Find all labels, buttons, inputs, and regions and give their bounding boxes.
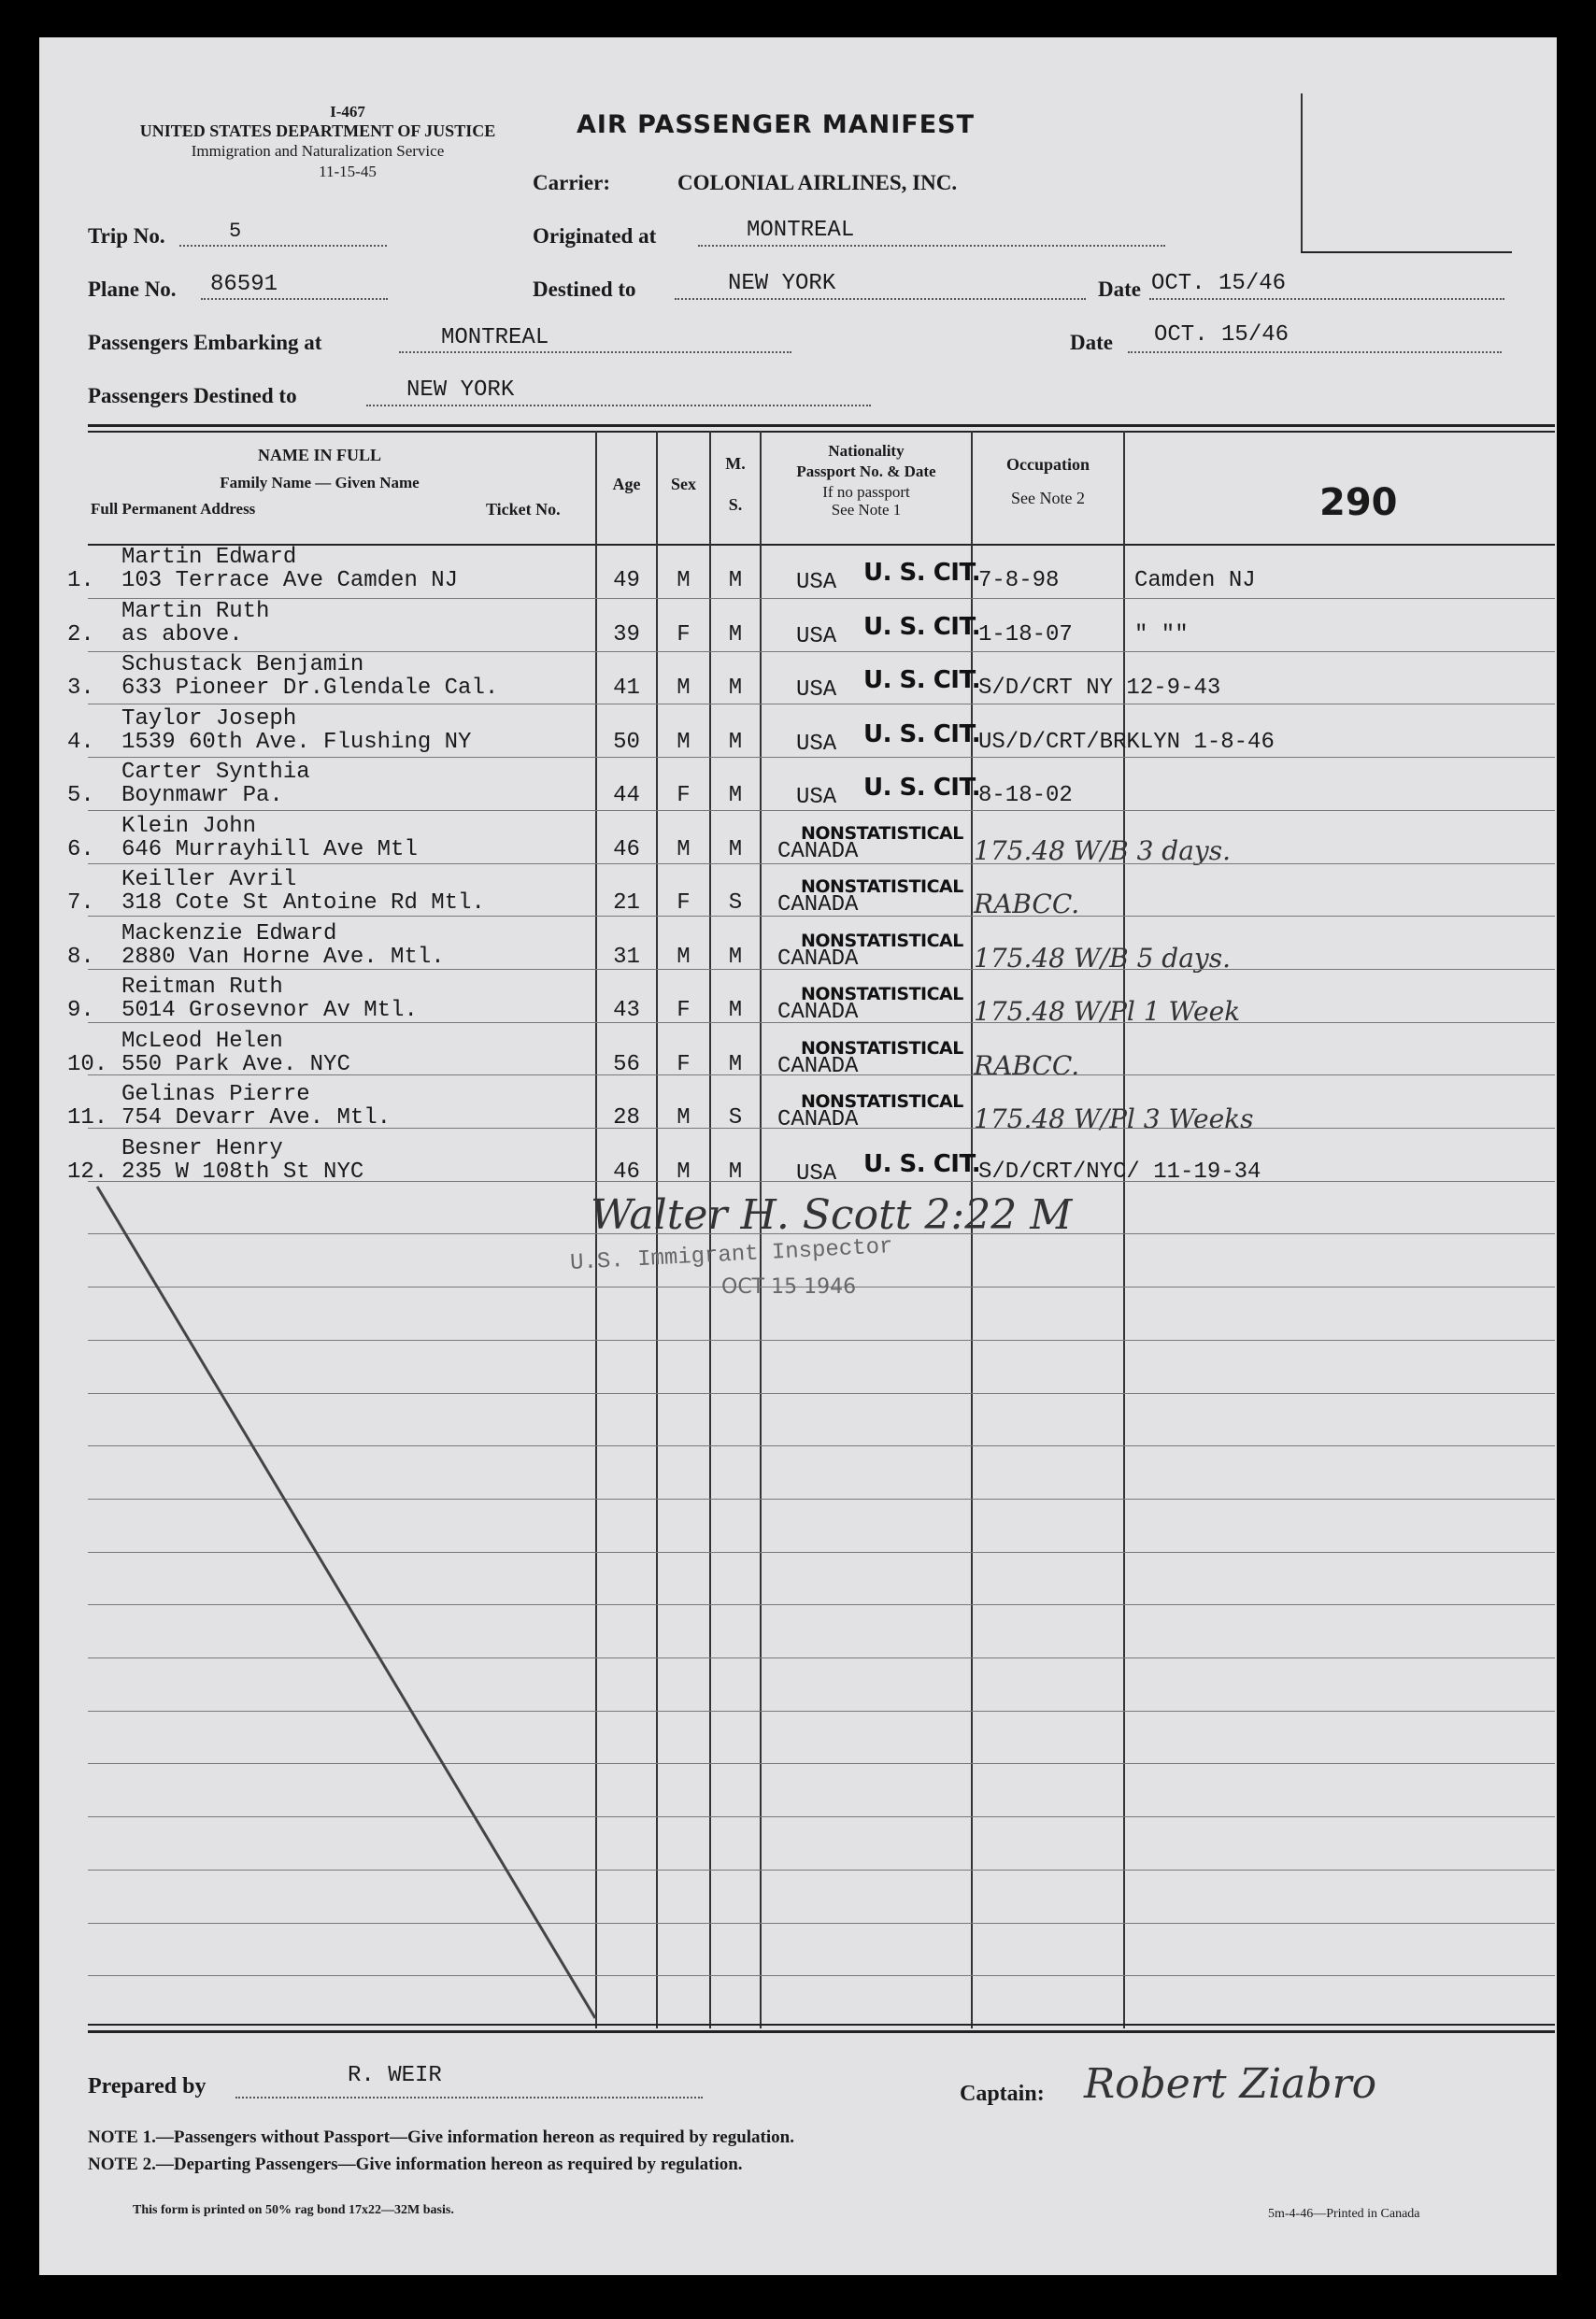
passenger-marital-status: M: [728, 568, 743, 593]
row-number: 10.: [67, 1051, 108, 1077]
passenger-nationality: CANADA: [777, 838, 859, 864]
department-name: UNITED STATES DEPARTMENT OF JUSTICE: [139, 121, 496, 140]
pdest-label: Passengers Destined to: [88, 384, 297, 407]
passenger-address: 1539 60th Ave. Flushing NY: [121, 729, 472, 755]
passenger-nationality: CANADA: [777, 1107, 859, 1132]
passenger-name: Klein John: [121, 813, 257, 839]
passenger-age: 31: [613, 944, 640, 970]
us-citizen-stamp: U. S. CIT.: [863, 1149, 981, 1178]
passenger-marital-status: M: [728, 783, 743, 808]
row-number: 5.: [67, 783, 94, 808]
passenger-sex: M: [677, 676, 691, 701]
prepared-label: Prepared by: [88, 2074, 207, 2098]
passenger-age: 44: [613, 783, 640, 808]
passenger-age: 50: [613, 729, 640, 755]
passenger-marital-status: M: [728, 944, 743, 970]
passenger-marital-status: M: [728, 1051, 743, 1077]
form-date: 11-15-45: [319, 163, 377, 180]
us-citizen-stamp: U. S. CIT.: [863, 719, 981, 748]
passenger-sex: M: [677, 1159, 691, 1185]
embarking-value: MONTREAL: [441, 325, 549, 350]
pdest-value: NEW YORK: [406, 377, 515, 403]
row-number: 11.: [67, 1105, 108, 1131]
manifest-page: [39, 37, 1557, 2275]
nonstatistical-stamp: NONSTATISTICAL: [801, 876, 963, 897]
passenger-address: 646 Murrayhill Ave Mtl: [121, 836, 418, 862]
passenger-nationality: USA: [796, 677, 837, 703]
nonstatistical-stamp: NONSTATISTICAL: [801, 930, 963, 951]
passenger-age: 49: [613, 568, 640, 593]
passenger-age: 46: [613, 836, 640, 862]
passenger-marital-status: M: [728, 729, 743, 755]
ms-header-m: M.: [725, 454, 746, 473]
passenger-occupation: " "": [1134, 621, 1189, 647]
passenger-nationality: CANADA: [777, 892, 859, 918]
passenger-sex: M: [677, 836, 691, 862]
passenger-sex: F: [677, 783, 691, 808]
carrier-name: COLONIAL AIRLINES, INC.: [677, 171, 958, 194]
manifest-title: AIR PASSENGER MANIFEST: [577, 110, 976, 139]
us-citizen-stamp: U. S. CIT.: [863, 612, 981, 641]
passenger-nationality: CANADA: [777, 1000, 859, 1025]
date2-value: OCT. 15/46: [1154, 322, 1290, 348]
passenger-sex: F: [677, 890, 691, 916]
passenger-age: 56: [613, 1051, 640, 1077]
passenger-age: 46: [613, 1159, 640, 1185]
nat-header-2: Passport No. & Date: [796, 462, 936, 480]
nat-header-3: If no passport: [822, 483, 910, 501]
passenger-address: 633 Pioneer Dr.Glendale Cal.: [121, 676, 499, 701]
passenger-nationality: USA: [796, 1160, 837, 1187]
passenger-age: 41: [613, 676, 640, 701]
note-1: NOTE 1.—Passengers without Passport—Give information hereon as required by regulation.: [88, 2127, 794, 2147]
passenger-sex: M: [677, 729, 691, 755]
nat-header-4: See Note 1: [831, 501, 902, 519]
embarking-label: Passengers Embarking at: [88, 331, 322, 354]
passenger-address: 103 Terrace Ave Camden NJ: [121, 568, 459, 593]
passport-note: 175.48 W/Pl 3 Weeks: [974, 1103, 1254, 1134]
captain-label: Captain:: [960, 2082, 1045, 2106]
passenger-address: 2880 Van Horne Ave. Mtl.: [121, 944, 445, 970]
row-number: 4.: [67, 729, 94, 755]
form-number: I-467: [330, 103, 365, 121]
passenger-nationality: USA: [796, 623, 837, 649]
passenger-name: Besner Henry: [121, 1135, 283, 1161]
name-subheader: Family Name — Given Name: [220, 474, 420, 491]
passenger-sex: F: [677, 621, 691, 647]
passenger-age: 28: [613, 1105, 640, 1131]
date-label: Date: [1098, 277, 1141, 301]
passenger-nationality: USA: [796, 570, 837, 595]
passenger-name: Reitman Ruth: [121, 975, 283, 1000]
inspector-signature: Walter H. Scott 2:22 M: [591, 1191, 1073, 1239]
passenger-name: Martin Ruth: [121, 598, 270, 624]
row-number: 3.: [67, 676, 94, 701]
row-number: 1.: [67, 568, 94, 593]
row-number: 9.: [67, 998, 94, 1023]
nonstatistical-stamp: NONSTATISTICAL: [801, 822, 963, 844]
passenger-age: 21: [613, 890, 640, 916]
nonstatistical-stamp: NONSTATISTICAL: [801, 984, 963, 1004]
ticket-header: Ticket No.: [486, 500, 561, 519]
passport-note: 175.48 W/B 5 days.: [974, 942, 1231, 974]
destined-label: Destined to: [533, 277, 636, 301]
passenger-address: as above.: [121, 621, 243, 647]
row-number: 8.: [67, 944, 94, 970]
plane-label: Plane No.: [88, 277, 177, 301]
us-citizen-stamp: U. S. CIT.: [863, 666, 981, 694]
trip-value: 5: [229, 220, 242, 243]
printed-in-canada: 5m-4-46—Printed in Canada: [1268, 2207, 1420, 2221]
row-number: 6.: [67, 836, 94, 862]
passenger-age: 43: [613, 998, 640, 1023]
passport-note: RABCC.: [974, 1049, 1080, 1081]
passenger-nationality: CANADA: [777, 1053, 859, 1079]
passenger-name: Schustack Benjamin: [121, 652, 364, 677]
passenger-name: Carter Synthia: [121, 760, 310, 785]
table-rule-bottom: [88, 2024, 1555, 2026]
plane-value: 86591: [210, 272, 278, 297]
void-diagonal-line: [39, 37, 1557, 2275]
us-citizen-stamp: U. S. CIT.: [863, 774, 981, 802]
ms-header-s: S.: [728, 495, 743, 514]
occ-header-1: Occupation: [1005, 455, 1090, 474]
passenger-address: Boynmawr Pa.: [121, 783, 283, 808]
prepared-line: [235, 2097, 703, 2098]
carrier-label: Carrier:: [533, 171, 610, 194]
service-name: Immigration and Naturalization Service: [191, 142, 445, 160]
age-header: Age: [612, 475, 641, 493]
passenger-name: McLeod Helen: [121, 1028, 283, 1054]
passport-info: 7-8-98: [978, 568, 1060, 593]
row-number: 7.: [67, 890, 94, 916]
passenger-marital-status: S: [728, 1105, 743, 1131]
passenger-name: Martin Edward: [121, 545, 297, 570]
passenger-marital-status: S: [728, 890, 743, 916]
table-rule-bottom2: [88, 2030, 1555, 2033]
passenger-name: Gelinas Pierre: [121, 1082, 310, 1107]
passport-info: US/D/CRT/BRKLYN 1-8-46: [978, 729, 1275, 755]
page-number: 290: [1319, 481, 1398, 524]
passenger-name: Keiller Avril: [121, 867, 297, 892]
row-number: 12.: [67, 1159, 108, 1185]
address-header: Full Permanent Address: [91, 500, 256, 518]
passenger-sex: F: [677, 1051, 691, 1077]
passenger-marital-status: M: [728, 998, 743, 1023]
nonstatistical-stamp: NONSTATISTICAL: [801, 1037, 963, 1059]
inspector-title: U.S. Immigrant Inspector: [569, 1233, 894, 1277]
passenger-age: 39: [613, 621, 640, 647]
passenger-nationality: USA: [796, 731, 837, 757]
prepared-value: R. WEIR: [348, 2063, 442, 2088]
date2-label: Date: [1070, 331, 1113, 354]
passenger-address: 754 Devarr Ave. Mtl.: [121, 1105, 392, 1131]
passenger-marital-status: M: [728, 836, 743, 862]
note-2: NOTE 2.—Departing Passengers—Give information hereon as required by regulation.: [88, 2155, 743, 2174]
passenger-address: 318 Cote St Antoine Rd Mtl.: [121, 890, 485, 916]
passenger-address: 235 W 108th St NYC: [121, 1159, 364, 1185]
us-citizen-stamp: U. S. CIT.: [863, 559, 981, 587]
passport-info: 1-18-07: [978, 621, 1073, 647]
passenger-sex: M: [677, 944, 691, 970]
passenger-nationality: USA: [796, 785, 837, 810]
passport-info: 8-18-02: [978, 783, 1073, 808]
passenger-sex: F: [677, 998, 691, 1023]
captain-signature: Robert Ziabro: [1084, 2060, 1377, 2108]
passenger-address: 550 Park Ave. NYC: [121, 1051, 350, 1077]
sex-header: Sex: [671, 475, 696, 493]
inspector-date: OCT 15 1946: [721, 1275, 857, 1299]
passenger-address: 5014 Grosevnor Av Mtl.: [121, 998, 418, 1023]
passenger-sex: M: [677, 1105, 691, 1131]
passport-info: S/D/CRT NY 12-9-43: [978, 676, 1221, 701]
trip-label: Trip No.: [88, 224, 165, 248]
destined-value: NEW YORK: [728, 271, 836, 296]
print-note: This form is printed on 50% rag bond 17x22—32M basis.: [133, 2203, 454, 2217]
passport-note: RABCC.: [974, 889, 1080, 919]
passenger-nationality: CANADA: [777, 946, 859, 972]
passenger-marital-status: M: [728, 676, 743, 701]
nonstatistical-stamp: NONSTATISTICAL: [801, 1091, 963, 1112]
originated-value: MONTREAL: [747, 218, 855, 243]
occ-header-2: See Note 2: [1011, 489, 1085, 507]
passenger-occupation: Camden NJ: [1134, 568, 1256, 593]
row-number: 2.: [67, 621, 94, 647]
passenger-marital-status: M: [728, 1159, 743, 1185]
nat-header-1: Nationality: [828, 442, 905, 460]
date-value: OCT. 15/46: [1151, 271, 1287, 296]
passenger-sex: M: [677, 568, 691, 593]
passenger-name: Taylor Joseph: [121, 705, 297, 732]
passport-note: 175.48 W/Pl 1 Week: [974, 996, 1241, 1027]
passenger-marital-status: M: [728, 621, 743, 647]
name-header: NAME IN FULL: [257, 446, 381, 464]
originated-label: Originated at: [533, 224, 657, 248]
passport-note: 175.48 W/B 3 days.: [974, 834, 1231, 866]
passenger-name: Mackenzie Edward: [121, 920, 337, 946]
passport-info: S/D/CRT/NYC/ 11-19-34: [978, 1159, 1261, 1185]
